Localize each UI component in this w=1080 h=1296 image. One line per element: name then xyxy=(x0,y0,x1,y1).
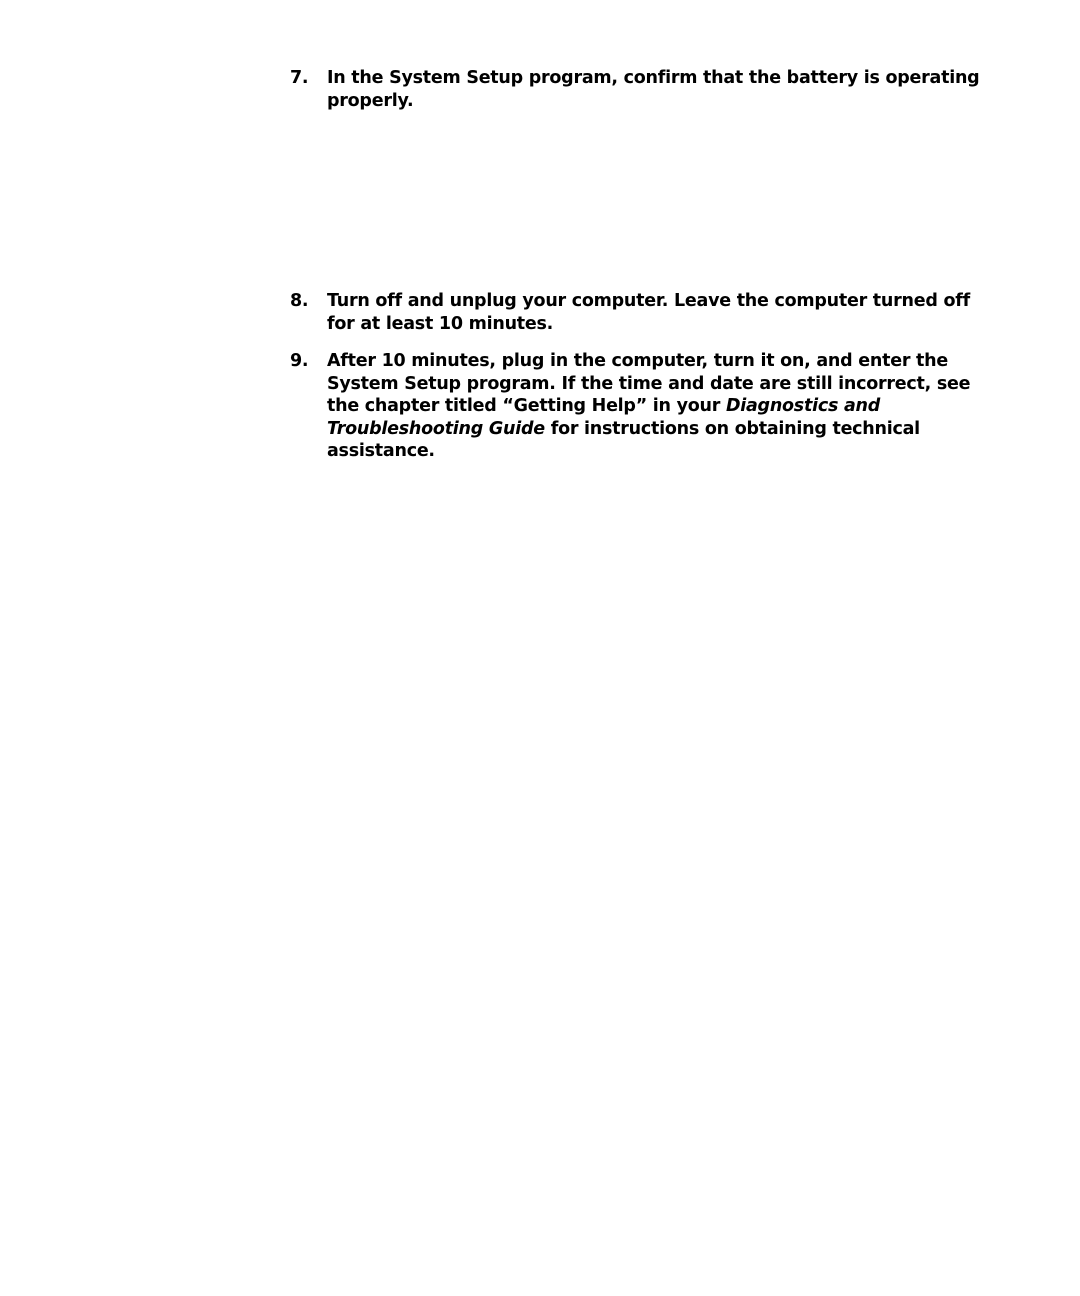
step-text: Turn off and unplug your computer. Leave the computer turned off for at least 10 minutes. xyxy=(327,291,970,334)
step-number: 8. xyxy=(290,291,309,311)
step-7 xyxy=(290,67,980,112)
step-number: 7. xyxy=(290,68,309,88)
step-8 xyxy=(290,290,980,335)
step-text: In the System Setup program, confirm that the battery is operating properly. xyxy=(327,68,980,111)
step-text xyxy=(327,350,980,463)
step-text-before: After 10 minutes, plug in the computer, turn it on, and enter the System Setup program. If the time and date are still incorrect, see the chapter titled “Getting Help” in your xyxy=(327,351,971,416)
guide-title: Diagnostics and Troubleshooting Guide xyxy=(327,396,881,439)
step-text-after: for instructions on obtaining technical assistance. xyxy=(327,418,920,461)
step-9 xyxy=(290,350,980,463)
step-number: 9. xyxy=(290,351,309,371)
